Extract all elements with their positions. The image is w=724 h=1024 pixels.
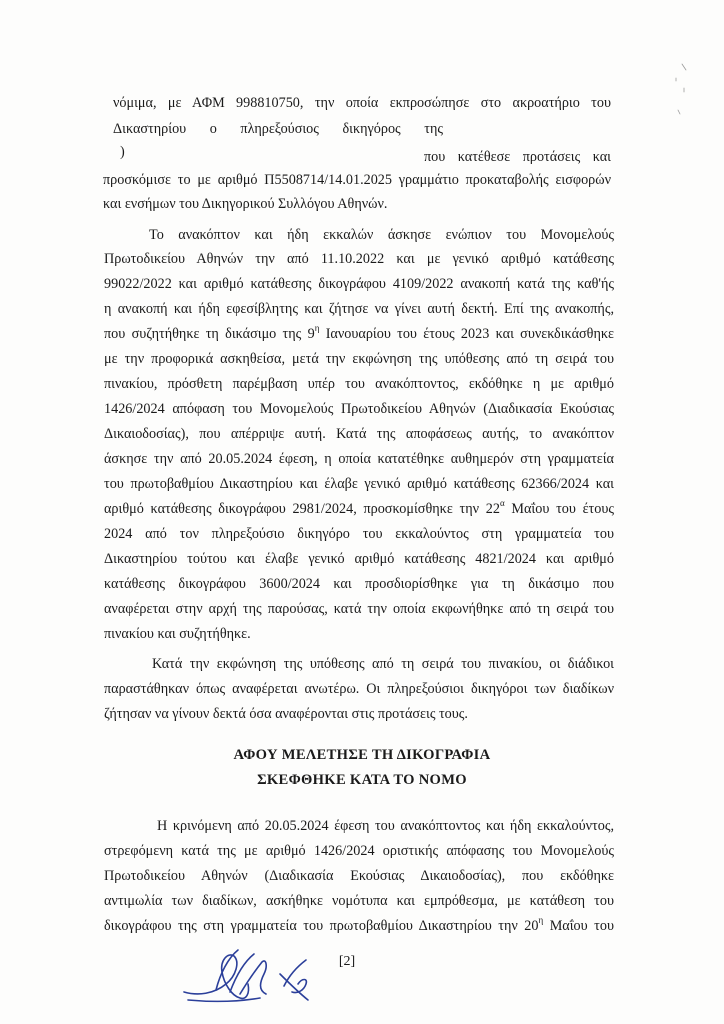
text-line: παραστάθηκαν όπως αναφέρεται ανωτέρω. Οι πληρεξούσιοι δικηγόροι των διαδίκων (104, 681, 614, 697)
heading-line: ΣΚΕΦΘΗΚΕ ΚΑΤΑ ΤΟ ΝΟΜΟ (257, 772, 467, 788)
text-line: Δικαστηρίου ο πληρεξούσιος δικηγόρος της (113, 121, 443, 137)
text-line: 99022/2022 και αριθμό κατάθεσης δικογράφου 4109/2022 ανακοπή κατά της καθ'ής (104, 276, 614, 292)
text-line: που κατέθεσε προτάσεις και (424, 149, 611, 165)
text-line: αντιμωλία των διαδίκων, ασκήθηκε νομότυπα και εμπρόθεσμα, με κατάθεση του (104, 893, 614, 909)
text-line: Δικαστηρίου τούτου και έλαβε γενικό αριθμό κατάθεσης 4821/2024 και αριθμό (104, 551, 614, 567)
text-line: του πρωτοβαθμίου Δικαστηρίου και έλαβε γενικό αριθμό κατάθεσης 62366/2024 και (104, 476, 614, 492)
text-line: αριθμό κατάθεσης δικογράφου 2981/2024, προσκομίσθηκε την $22^\alpha$ Μαΐου του έτους (104, 498, 614, 517)
text-line: που συζητήθηκε τη δικάσιμο της $9^\eta$ Ιανουαρίου του έτους 2023 και συνεκδικάσθηκε (104, 323, 614, 342)
page-number: [2] (338, 954, 356, 969)
text-line: προσκόμισε το με αριθμό Π5508714/14.01.2025 γραμμάτιο προκαταβολής εισφορών (103, 172, 611, 188)
text-line: νόμιμα, με ΑΦΜ 998810750, την οποία εκπροσώπησε στο ακροατήριο του (113, 95, 611, 111)
text-line: Πρωτοδικείου Αθηνών (Διαδικασία Εκούσιας Δικαιοδοσίας), που εκδόθηκε (104, 868, 614, 884)
text-line: και ενσήμων του Δικηγορικού Συλλόγου Αθηνών. (103, 196, 388, 212)
heading-line: ΑΦΟΥ ΜΕΛΕΤΗΣΕ ΤΗ ΔΙΚΟΓΡΑΦΙΑ (233, 747, 491, 763)
text-line: η ανακοπή και ήδη εφεσίβλητης και ζήτησε να γίνει αυτή δεκτή. Επί της ανακοπής, (104, 301, 614, 317)
text-line: κατάθεσης δικογράφου 3600/2024 και προσδιορίσθηκε για τη δικάσιμο που (104, 576, 614, 592)
text-line: δικογράφου της στη γραμματεία του πρωτοβαθμίου Δικαστηρίου την $20^\eta$ Μαΐου του (104, 915, 614, 934)
text-line: Δικαιοδοσίας), που απέρριψε αυτή. Κατά της αποφάσεως αυτής, το ανακόπτον (104, 426, 614, 442)
text-line: Κατά την εκφώνηση της υπόθεσης από τη σειρά του πινακίου, οι διάδικοι (152, 656, 614, 672)
text-line: αναφέρεται στην αρχή της παρούσας, κατά την οποία εκφωνήθηκε από τη σειρά του (104, 601, 614, 617)
signature (180, 944, 330, 1006)
text-line: πινακίου και συζητήθηκε. (104, 626, 251, 642)
margin-marks (668, 60, 698, 120)
text-line: πινακίου, πρόσθετη παρέμβαση υπέρ του ανακόπτοντος, εκδόθηκε η με αριθμό (104, 376, 614, 392)
text-line: Η κρινόμενη από 20.05.2024 έφεση του ανακόπτοντος και ήδη εκκαλούντος, (157, 818, 614, 834)
text-line: 1426/2024 απόφαση του Μονομελούς Πρωτοδικείου Αθηνών (Διαδικασία Εκούσιας (104, 401, 614, 417)
text-line: με την προφορικά ασκηθείσα, μετά την εκφώνηση της υπόθεσης από τη σειρά του (104, 351, 614, 367)
text-line: στρεφόμενη κατά της με αριθμό 1426/2024 οριστικής απόφασης του Μονομελούς (104, 843, 614, 859)
text-line: ζήτησαν να γίνουν δεκτά όσα αναφέρονται στις προτάσεις τους. (104, 706, 468, 722)
text-line: Το ανακόπτον και ήδη εκκαλών άσκησε ενώπιον του Μονομελούς (149, 227, 614, 243)
text-line: άσκησε την από 20.05.2024 έφεση, η οποία κατατέθηκε αυθημερόν στη γραμματεία (104, 451, 614, 467)
text-line: Πρωτοδικείου Αθηνών την από 11.10.2022 και με γενικό αριθμό κατάθεσης (104, 251, 614, 267)
text-line: 2024 από τον πληρεξούσιο δικηγόρο του εκκαλούντος στη γραμματεία του (104, 526, 614, 542)
text-line: ) (120, 144, 125, 160)
